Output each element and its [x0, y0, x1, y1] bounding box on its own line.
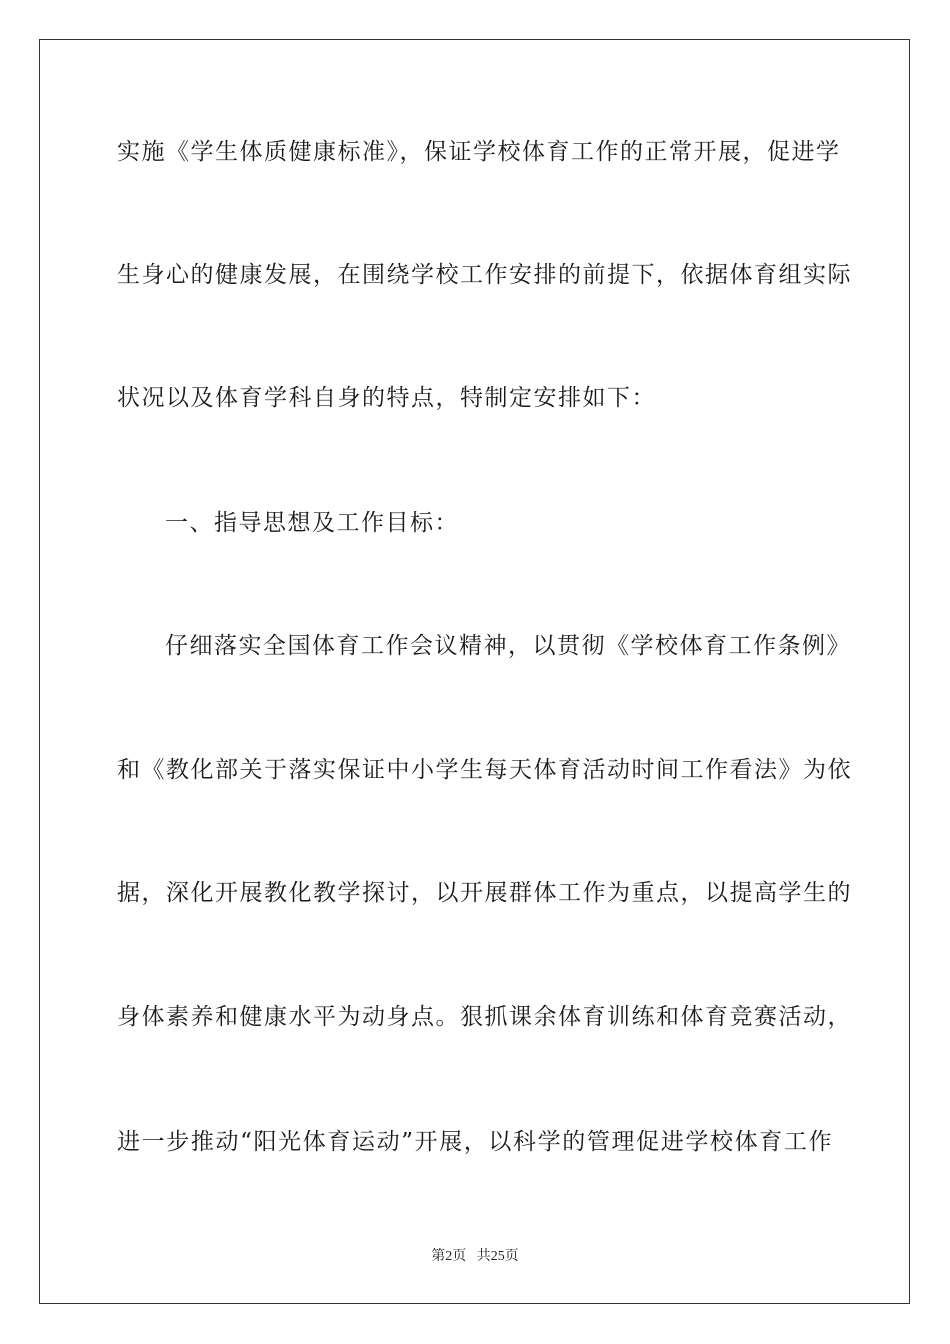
section-heading: 一、指导思想及工作目标：	[165, 510, 459, 536]
page-number: 第2页	[431, 1249, 467, 1264]
paragraph-line: 身体素养和健康水平为动身点。狠抓课余体育训练和体育竞赛活动，	[117, 1004, 852, 1030]
paragraph-line: 进一步推动“阳光体育运动”开展，以科学的管理促进学校体育工作	[117, 1129, 833, 1155]
page-border	[39, 39, 910, 1304]
paragraph-line: 生身心的健康发展，在围绕学校工作安排的前提下，依据体育组实际	[117, 262, 852, 288]
paragraph-line: 实施《学生体质健康标准》，保证学校体育工作的正常开展，促进学	[117, 139, 841, 165]
paragraph-line: 据，深化开展教化教学探讨，以开展群体工作为重点，以提高学生的	[117, 880, 852, 906]
total-pages: 共25页	[476, 1249, 519, 1264]
paragraph-line: 状况以及体育学科自身的特点，特制定安排如下：	[117, 385, 656, 411]
page-footer	[0, 1248, 950, 1266]
paragraph-line: 仔细落实全国体育工作会议精神，以贯彻《学校体育工作条例》	[165, 633, 851, 659]
paragraph-line: 和《教化部关于落实保证中小学生每天体育活动时间工作看法》为依	[117, 757, 852, 783]
